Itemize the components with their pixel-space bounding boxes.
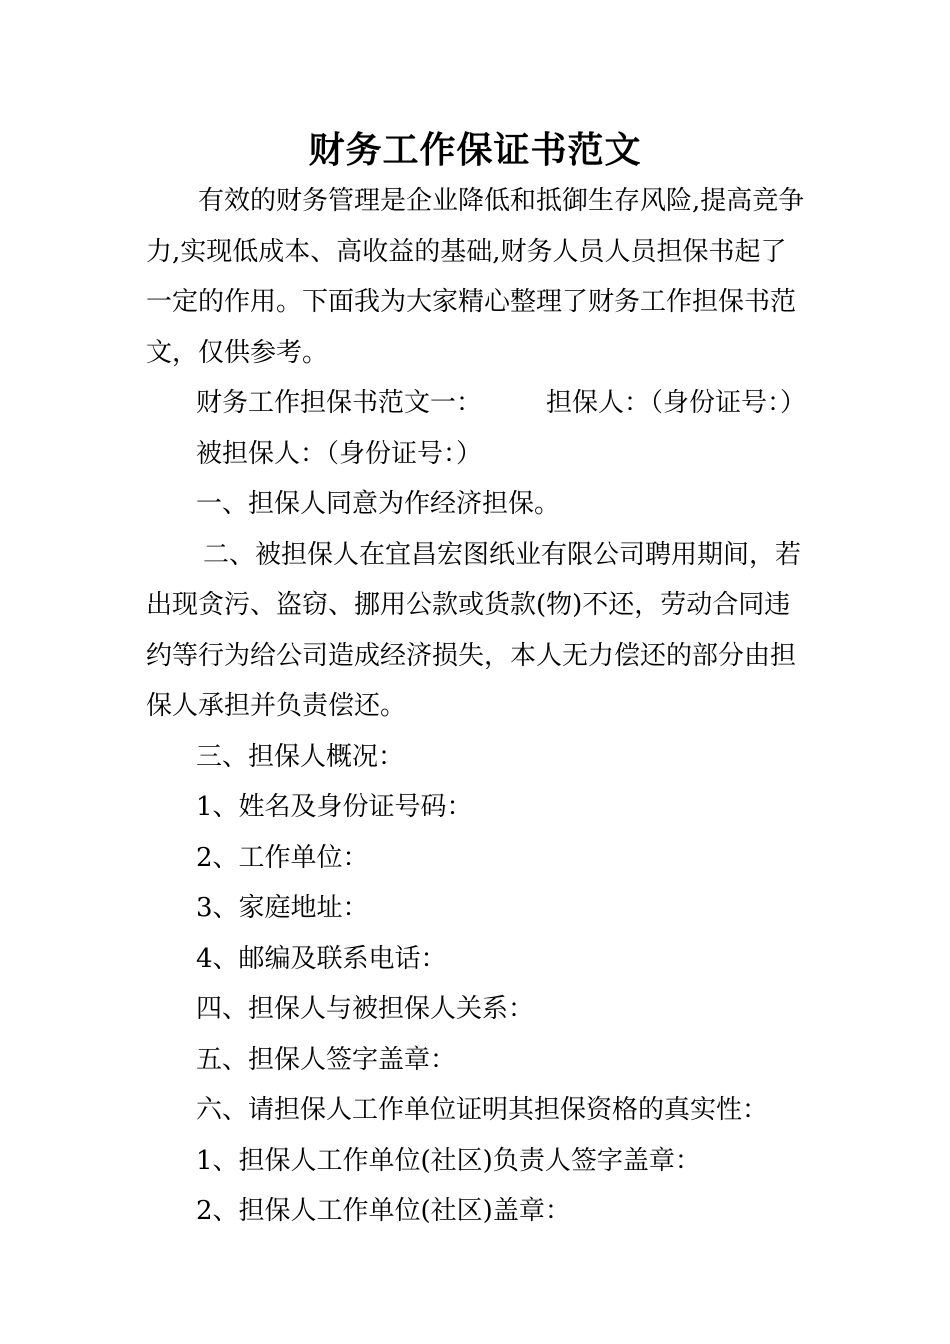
document-body — [146, 176, 810, 1237]
guarantor-label: 担保人：（身份证号：） — [546, 388, 807, 418]
clause-4: 四、担保人与被担保人关系： — [196, 994, 535, 1024]
clause-6-item: 2、担保人工作单位(社区)盖章： — [196, 1196, 571, 1226]
clause-5: 五、担保人签字盖章： — [196, 1044, 457, 1075]
intro-paragraph — [146, 176, 810, 378]
clause-2-line: 出现贪污、盗窃、挪用公款或货款(物)不还，劳动合同违 — [146, 590, 791, 620]
clause-2-line: 约等行为给公司造成经济损失，本人无力偿还的部分由担 — [146, 640, 797, 671]
sample-heading-line — [146, 378, 810, 429]
clause-2-line: 保人承担并负责偿还。 — [146, 691, 407, 721]
clause-3-item: 3、家庭地址： — [196, 893, 369, 923]
clause-1: 一、担保人同意为作经济担保。 — [196, 489, 561, 519]
clause-3-item: 1、姓名及身份证号码： — [196, 792, 473, 822]
document-title: 财务工作保证书范文 — [308, 130, 642, 171]
clause-2-paragraph — [146, 530, 810, 732]
intro-line: 一定的作用。下面我为大家精心整理了财务工作担保书范 — [146, 287, 797, 317]
clause-3-item: 4、邮编及联系电话： — [196, 943, 447, 974]
intro-line: 力,实现低成本、高收益的基础,财务人员人员担保书起了 — [146, 236, 787, 267]
intro-line: 有效的财务管理是企业降低和抵御生存风险,提高竞争 — [198, 186, 805, 216]
clause-2-line: 二、被担保人在宜昌宏图纸业有限公司聘用期间，若 — [203, 539, 802, 570]
guaranteed-label: 被担保人：（身份证号：） — [196, 438, 483, 469]
clause-6: 六、请担保人工作单位证明其担保资格的真实性： — [196, 1095, 769, 1125]
clause-6-item: 1、担保人工作单位(社区)负责人签字盖章： — [196, 1145, 701, 1176]
intro-line: 文，仅供参考。 — [146, 337, 329, 368]
clause-3: 三、担保人概况： — [196, 741, 405, 772]
sample-heading: 财务工作担保书范文一： — [196, 388, 483, 418]
clause-3-item: 2、工作单位： — [196, 842, 369, 873]
